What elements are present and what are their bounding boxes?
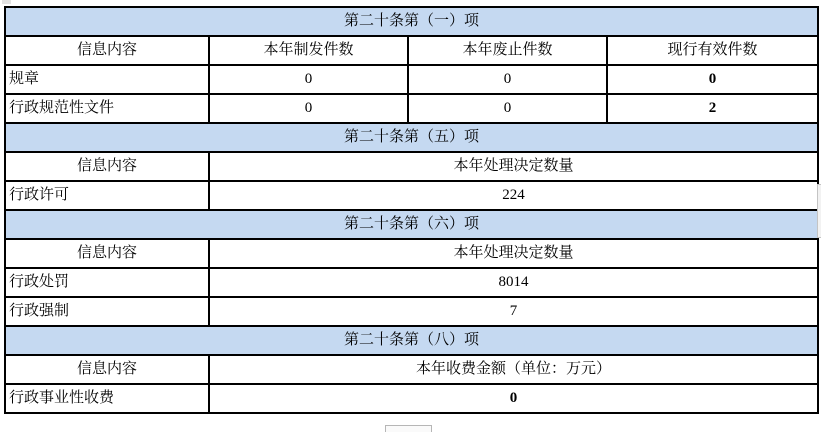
cell-value: 0	[209, 384, 818, 413]
column-header-decision-count: 本年处理决定数量	[209, 152, 818, 181]
section-title: 第二十条第（一）项	[5, 7, 818, 36]
cell-value: 8014	[209, 268, 818, 297]
column-header-row	[5, 36, 818, 65]
section-title: 第二十条第（八）项	[5, 326, 818, 355]
disclosure-report-table	[4, 6, 819, 414]
section-title: 第二十条第（五）项	[5, 123, 818, 152]
column-header-fee-amount: 本年收费金额（单位：万元）	[209, 355, 818, 384]
row-label: 行政许可	[5, 181, 209, 210]
cell-value: 2	[607, 94, 818, 123]
column-header-effective-count: 现行有效件数	[607, 36, 818, 65]
column-header-info-content: 信息内容	[5, 355, 209, 384]
cell-value: 0	[408, 94, 607, 123]
cell-value: 224	[209, 181, 818, 210]
row-label: 行政事业性收费	[5, 384, 209, 413]
section-header-row	[5, 210, 818, 239]
section-header-row	[5, 326, 818, 355]
table-row	[5, 384, 818, 413]
table-row	[5, 297, 818, 326]
horizontal-scrollbar-thumb[interactable]	[385, 425, 432, 432]
window-edge-artifact	[2, 0, 11, 4]
vertical-scrollbar-thumb[interactable]	[817, 184, 821, 238]
column-header-info-content: 信息内容	[5, 152, 209, 181]
table-row	[5, 268, 818, 297]
table-row	[5, 181, 818, 210]
row-label: 行政强制	[5, 297, 209, 326]
cell-value: 7	[209, 297, 818, 326]
column-header-info-content: 信息内容	[5, 239, 209, 268]
cell-value: 0	[408, 65, 607, 94]
row-label: 规章	[5, 65, 209, 94]
cell-value: 0	[607, 65, 818, 94]
column-header-decision-count: 本年处理决定数量	[209, 239, 818, 268]
row-label: 行政规范性文件	[5, 94, 209, 123]
row-label: 行政处罚	[5, 268, 209, 297]
section-header-row	[5, 123, 818, 152]
column-header-issued-count: 本年制发件数	[209, 36, 408, 65]
table-row	[5, 65, 818, 94]
column-header-row	[5, 239, 818, 268]
section-title: 第二十条第（六）项	[5, 210, 818, 239]
section-header-row	[5, 7, 818, 36]
column-header-row	[5, 152, 818, 181]
table-row	[5, 94, 818, 123]
column-header-abolished-count: 本年废止件数	[408, 36, 607, 65]
cell-value: 0	[209, 94, 408, 123]
column-header-row	[5, 355, 818, 384]
column-header-info-content: 信息内容	[5, 36, 209, 65]
cell-value: 0	[209, 65, 408, 94]
